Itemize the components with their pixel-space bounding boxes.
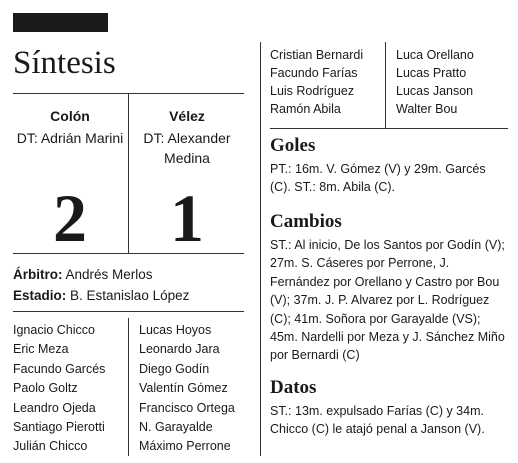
- list-item: Máximo Perrone: [139, 439, 231, 454]
- list-item: Luis Rodríguez: [270, 84, 355, 98]
- header-bar: [13, 13, 108, 32]
- list-item: Ignacio Chicco: [13, 323, 95, 337]
- list-item: Lucas Hoyos: [139, 323, 212, 337]
- list-item: Valentín Gómez: [139, 381, 228, 396]
- away-team-coach: DT: Alexander Medina: [143, 130, 231, 166]
- home-team: [12, 106, 128, 148]
- list-item: Paolo Goltz: [13, 381, 78, 396]
- list-item: Leandro Ojeda: [13, 400, 96, 415]
- home-score: 2: [53, 180, 87, 256]
- list-item: Walter Bou: [396, 102, 458, 116]
- away-team: [129, 106, 245, 168]
- referee-value: Andrés Merlos: [65, 267, 153, 282]
- referee-row: [13, 264, 189, 285]
- section-text-cambios: ST.: Al inicio, De los Santos por Godín (V); 27m. S. Cáseres por Perrone, J. Fernández por Orellano y Castro por Bou (V); 37m. J. P. Alvarez por L. Rodríguez (C); 41m. Soñora por Garayalde (VS); 45m. Nardelli por Meza y J. Sánchez Miño por Bernardi (C): [270, 238, 505, 363]
- divider: [13, 311, 244, 312]
- divider: [385, 42, 386, 128]
- away-score: 1: [170, 180, 204, 256]
- section-title-datos: Datos: [270, 377, 317, 398]
- list-item: Lucas Pratto: [396, 66, 467, 80]
- list-item: Cristian Bernardi: [270, 48, 364, 62]
- list-item: Ramón Abila: [270, 102, 341, 116]
- page-title: Síntesis: [13, 45, 116, 81]
- list-item: Julián Chicco: [13, 439, 88, 454]
- column-divider: [260, 42, 261, 456]
- list-item: Diego Godín: [139, 361, 210, 376]
- list-item: Eric Meza: [13, 342, 69, 357]
- section-title-goles: Goles: [270, 135, 316, 156]
- away-lineup-cont: [396, 46, 474, 118]
- referee-label: Árbitro:: [13, 267, 63, 282]
- away-team-name: Vélez: [169, 108, 205, 124]
- section-text-datos: ST.: 13m. expulsado Farías (C) y 34m. Chicco (C) le atajó penal a Janson (V).: [270, 404, 485, 437]
- list-item: N. Garayalde: [139, 419, 213, 434]
- match-info: [13, 264, 189, 306]
- stadium-value: B. Estanislao López: [70, 288, 190, 303]
- away-lineup: [139, 321, 235, 457]
- home-lineup-cont: [270, 46, 363, 118]
- list-item: Santiago Pierotti: [13, 419, 105, 434]
- section-text-goles: PT.: 16m. V. Gómez (V) y 29m. Garcés (C). ST.: 8m. Abila (C).: [270, 162, 486, 195]
- home-lineup: [13, 321, 105, 457]
- list-item: Facundo Garcés: [13, 361, 106, 376]
- home-team-coach: DT: Adrián Marini: [16, 130, 124, 146]
- stadium-label: Estadio:: [13, 288, 67, 303]
- home-team-name: Colón: [50, 108, 90, 124]
- list-item: Facundo Farías: [270, 66, 358, 80]
- divider: [128, 318, 129, 456]
- divider: [270, 128, 508, 129]
- list-item: Francisco Ortega: [139, 400, 235, 415]
- list-item: Leonardo Jara: [139, 342, 220, 357]
- list-item: Lucas Janson: [396, 84, 474, 98]
- section-title-cambios: Cambios: [270, 211, 342, 232]
- list-item: Luca Orellano: [396, 48, 474, 62]
- stadium-row: [13, 285, 189, 306]
